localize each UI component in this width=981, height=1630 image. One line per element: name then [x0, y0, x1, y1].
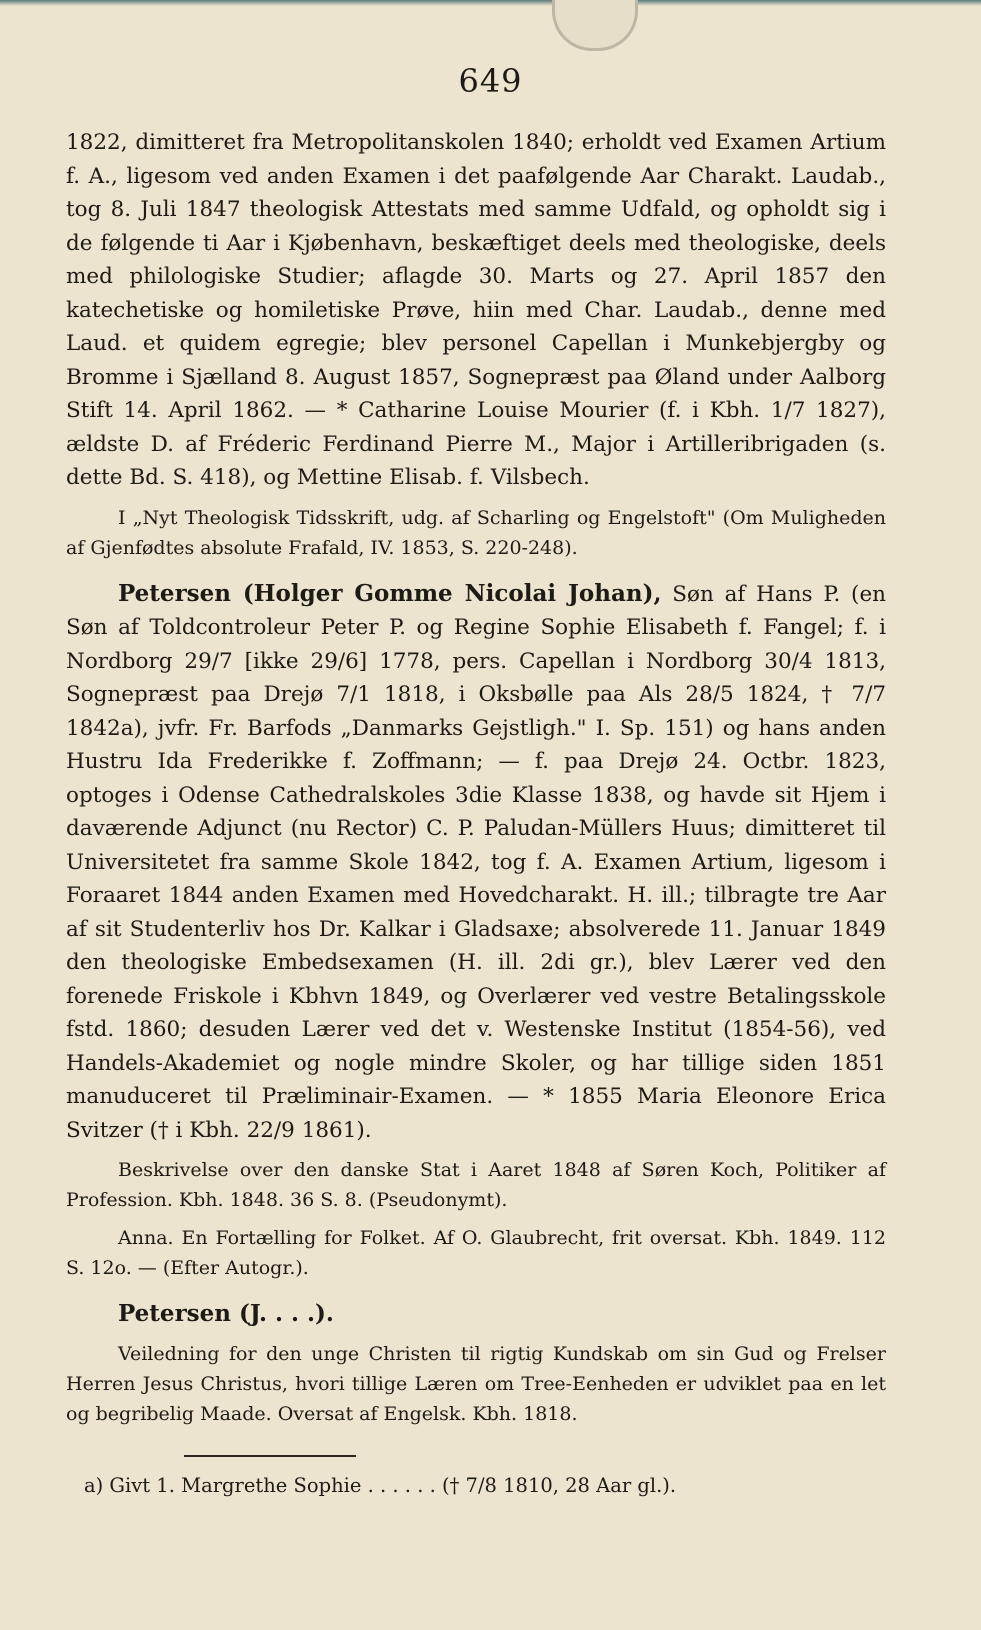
- entry-3-works: Veiledning for den unge Christen til rigtig Kundskab om sin Gud og Frelser Herren Jesus Christus, hvori tillige Læren om Tree-Eenheden er udviklet paa en let og begribelig Maade. Oversat af Engelsk. Kbh. 1818.: [66, 1342, 886, 1425]
- page-text: [66, 126, 886, 1501]
- entry-3-heading: Petersen (J. . . .).: [118, 1300, 334, 1327]
- entry-2-work-1: Beskrivelse over den danske Stat i Aaret 1848 af Søren Koch, Politiker af Profession. Kbh. 1848. 36 S. 8. (Pseudonymt).: [66, 1159, 886, 1211]
- entry-2-heading: Petersen (Holger Gomme Nicolai Johan),: [118, 579, 662, 607]
- entry-2-text: Søn af Hans P. (en Søn af Toldcontroleur Peter P. og Regine Sophie Elisabeth f. Fangel; f. i Nordborg 29/7 [ikke 29/6] 1778, pers. Capellan i Nordborg 30/4 1813, Sognepræst paa Drejø 7/1 1818, i Oksbølle paa Als 28/5 1824, † 7/7 1842a), jvfr. Fr. Barfods „Danmarks Gejstligh." I. Sp. 151) og hans anden Hustru Ida Frederikke f. Zoffmann; — f. paa Drejø 24. Octbr. 1823, optoges i Odense Cathedralskoles 3die Klasse 1838, og havde sit Hjem i daværende Adjunct (nu Rector) C. P. Paludan-Müllers Huus; dimitteret til Universitetet fra samme Skole 1842, tog f. A. Examen Artium, ligesom i Foraaret 1844 anden Examen med Hovedcharakt. H. ill.; tilbragte tre Aar af sit Studenterliv hos Dr. Kalkar i Gladsaxe; absolverede 11. Januar 1849 den theologiske Embedsexamen (H. ill. 2di gr.), blev Lærer ved den forenede Friskole i Kbhvn 1849, og Overlærer ved vestre Betalingsskole fstd. 1860; desuden Lærer ved det v. Westenske Institut (1854-56), ved Handels-Akademiet og nogle mindre Skoler, og har tillige siden 1851 manuduceret til Præliminair-Examen. — * 1855 Maria Eleonore Erica Svitzer († i Kbh. 22/9 1861).: [66, 581, 887, 1143]
- footnote: a) Givt 1. Margrethe Sophie . . . . . . († 7/8 1810, 28 Aar gl.).: [84, 1473, 677, 1497]
- entry-1-paragraph: 1822, dimitteret fra Metropolitanskolen 1840; erholdt ved Examen Artium f. A., ligesom ved anden Examen i det paafølgende Aar Charakt. Laudab., tog 8. Juli 1847 theologisk Attestats med samme Udfald, og opholdt sig i de følgende ti Aar i Kjøbenhavn, beskæftiget deels med theologiske, deels med philologiske Studier; aflagde 30. Marts og 27. April 1857 den katechetiske og homiletiske Prøve, hiin med Char. Laudab., denne med Laud. et quidem egregie; blev personel Capellan i Munkebjergby og Bromme i Sjælland 8. August 1857, Sognepræst paa Øland under Aalborg Stift 14. April 1862. — * Catharine Louise Mourier (f. i Kbh. 1/7 1827), ældste D. af Fréderic Ferdinand Pierre M., Major i Artilleribrigaden (s. dette Bd. S. 418), og Mettine Elisab. f. Vilsbech.: [66, 130, 886, 490]
- entry-2-paragraph: [66, 577, 886, 1148]
- page-number: 649: [458, 62, 523, 100]
- page-top-edge: [0, 0, 981, 6]
- entry-1-works: I „Nyt Theologisk Tidsskrift, udg. af Scharling og Engelstoft" (Om Muligheden af Gjenfødtes absolute Frafald, IV. 1853, S. 220-248).: [66, 506, 886, 559]
- footnote-divider: [184, 1455, 356, 1457]
- entry-2-work-2: Anna. En Fortælling for Folket. Af O. Glaubrecht, frit oversat. Kbh. 1849. 112 S. 12o. — (Efter Autogr.).: [66, 1227, 886, 1279]
- binding-notch: [552, 0, 638, 51]
